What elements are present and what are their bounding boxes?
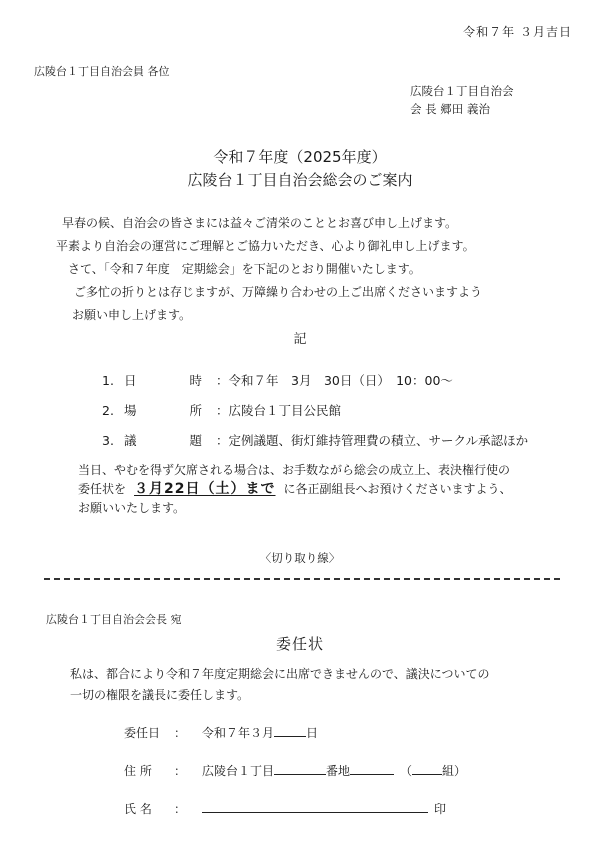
proxy-title: 委任状 — [275, 635, 324, 653]
kumi-blank[interactable] — [412, 762, 442, 775]
date-day-blank[interactable] — [274, 724, 306, 737]
proxy-statement — [70, 664, 490, 706]
seal-mark: 印 — [434, 802, 447, 816]
greeting-line-1: 早春の候、自治会の皆さまには益々ご清栄のこととお喜び申し上げます。 — [62, 216, 458, 230]
detail-datetime — [102, 366, 528, 396]
form-name-row — [124, 800, 446, 818]
proxy-recipient: 広陵台１丁目自治会会長 宛 — [46, 613, 182, 626]
form-label-address: 住 所 — [124, 764, 152, 778]
detail-value: ：広陵台１丁目公民館 — [216, 403, 342, 418]
form-date-prefix: 令和７年３月 — [202, 726, 275, 740]
greeting-line-2: 平素より自治会の運営にご理解とご協力いただき、心より御礼申し上げます。 — [56, 239, 475, 253]
address-extra-blank[interactable] — [350, 762, 394, 775]
proxy-line-2: 一切の権限を議長に委任します。 — [70, 688, 250, 702]
label-char: 時 — [189, 373, 202, 388]
absence-notice — [78, 461, 512, 518]
form-address-banchi: 番地 — [326, 764, 351, 778]
title-year: 令和７年度（2025年度） — [213, 148, 387, 166]
form-date-suffix: 日 — [306, 726, 319, 740]
detail-number: 2. — [102, 403, 114, 418]
label-char: 議 — [124, 433, 137, 448]
title-main: 広陵台１丁目自治会総会のご案内 — [187, 171, 413, 189]
meeting-details — [102, 366, 528, 456]
notice-text: 委任状を — [78, 482, 127, 496]
sender-name: 会 長 郷田 義治 — [410, 102, 490, 117]
notice-line-2 — [78, 480, 512, 499]
form-kumi: 組） — [442, 764, 467, 778]
notice-line-3: お願いいたします。 — [78, 501, 186, 515]
greeting-body — [56, 212, 582, 327]
greeting-line-4: ご多忙の折りとは存じますが、万障繰り合わせの上ご出席くださいますよう — [74, 285, 483, 299]
label-char: 場 — [124, 403, 137, 418]
cut-line — [44, 578, 560, 580]
label-char: 所 — [189, 403, 202, 418]
form-address-prefix: 広陵台１丁目 — [202, 764, 275, 778]
recipient-line: 広陵台１丁目自治会員 各位 — [34, 65, 170, 78]
detail-label — [124, 396, 212, 426]
form-label-name: 氏 名 — [124, 802, 152, 816]
detail-label — [124, 366, 212, 396]
form-colon: ： — [174, 802, 187, 816]
notice-text: に各正副組長へお預けくださいますよう、 — [283, 482, 512, 496]
name-blank[interactable] — [202, 800, 428, 813]
form-date-row — [124, 724, 318, 742]
detail-label — [124, 426, 212, 456]
sender-org: 広陵台１丁目自治会 — [410, 84, 514, 98]
detail-place — [102, 396, 528, 426]
detail-number: 3. — [102, 433, 114, 448]
greeting-line-3: さて、「令和７年度 定期総会」を下記のとおり開催いたします。 — [68, 262, 421, 276]
form-colon: ： — [174, 764, 187, 778]
notice-line-1: 当日、やむを得ず欠席される場合は、お手数ながら総会の成立上、表決権行使の — [78, 463, 511, 477]
address-number-blank[interactable] — [274, 762, 326, 775]
form-address-row — [124, 762, 466, 780]
detail-value: ：定例議題、街灯維持管理費の積立、サークル承認ほか — [216, 433, 529, 448]
form-paren-open: （ — [400, 764, 413, 778]
detail-number: 1. — [102, 373, 114, 388]
sender-block — [410, 82, 514, 119]
cut-line-label: 〈切り取り線〉 — [259, 551, 341, 565]
detail-value: ：令和７年 3月 30日（日） 10：00～ — [216, 373, 453, 388]
greeting-line-5: お願い申し上げます。 — [72, 308, 192, 322]
deadline-date: ３月22日（土）まで — [134, 481, 276, 497]
form-colon: ： — [174, 726, 187, 740]
ki-heading: 記 — [293, 332, 307, 347]
form-label-date: 委任日 — [124, 726, 161, 740]
proxy-line-1: 私は、都合により令和７年度定期総会に出席できませんので、議決についての — [70, 667, 490, 681]
document-date: 令和７年 ３月吉日 — [463, 25, 572, 39]
label-char: 日 — [124, 373, 137, 388]
label-char: 題 — [189, 433, 202, 448]
detail-agenda — [102, 426, 528, 456]
